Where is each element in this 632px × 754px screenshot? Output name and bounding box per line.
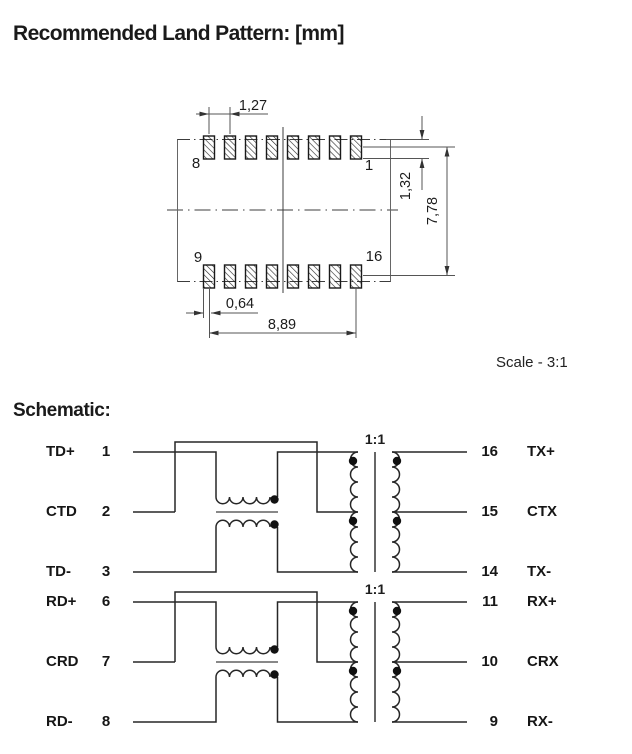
row-width-dimension-text: 8,89 (267, 317, 297, 333)
polarity-dot (393, 457, 401, 465)
polarity-dots (270, 607, 401, 679)
pad (267, 265, 278, 288)
pin-label: TX- (527, 563, 552, 580)
pin-number: 9 (489, 713, 498, 730)
land-pattern-title: Recommended Land Pattern: [mm] (13, 22, 344, 45)
scale-note: Scale - 3:1 (496, 354, 568, 371)
polarity-dot (393, 517, 401, 525)
land-pattern-drawing (0, 85, 632, 350)
pad16-label: 16 (365, 248, 383, 265)
pad (330, 265, 341, 288)
polarity-dots (270, 457, 401, 529)
dimension-pad-width (186, 289, 258, 338)
pad (351, 265, 362, 288)
schematic-drawing (0, 425, 632, 737)
pin-label: RX- (527, 713, 553, 730)
pin-number: 1 (101, 443, 111, 460)
pin-number: 3 (101, 563, 111, 580)
polarity-dot (349, 607, 357, 615)
polarity-dot (349, 457, 357, 465)
pad (288, 136, 299, 159)
pin-number: 16 (481, 443, 498, 460)
polarity-dot (270, 495, 278, 503)
channel-2 (133, 581, 467, 722)
pad-height-dimension-text: 1,32 (398, 171, 414, 201)
pin-number: 8 (101, 713, 111, 730)
pin-label: RD+ (46, 593, 77, 610)
polarity-dot (349, 667, 357, 675)
pad8-label: 8 (191, 155, 201, 172)
polarity-dot (270, 670, 278, 678)
choke-bottom-winding (216, 520, 270, 527)
choke-top-winding (216, 647, 270, 654)
pad (225, 265, 236, 288)
polarity-dot (393, 667, 401, 675)
rd-minus-wire (133, 677, 216, 722)
pin-number: 6 (101, 593, 111, 610)
pin-label: TX+ (527, 443, 555, 460)
td-minus-wire (133, 527, 216, 572)
pin-number: 15 (481, 503, 498, 520)
pad (225, 136, 236, 159)
pad (330, 136, 341, 159)
pin-label: RX+ (527, 593, 557, 610)
pin-label: TD- (46, 563, 71, 580)
choke-top-winding (216, 497, 270, 504)
pin-number: 14 (481, 563, 498, 580)
turns-ratio-label: 1:1 (364, 581, 386, 597)
polarity-dot (270, 645, 278, 653)
construction-lines (167, 127, 398, 293)
pad (246, 136, 257, 159)
schematic-title: Schematic: (13, 400, 111, 421)
pin-label: RD- (46, 713, 73, 730)
pad (288, 265, 299, 288)
pitch-dimension-text: 1,27 (238, 98, 268, 114)
pin-number: 2 (101, 503, 111, 520)
pad (204, 136, 215, 159)
choke-bottom-out-wire (278, 677, 359, 722)
pin-label: CTD (46, 503, 77, 520)
pad (246, 265, 257, 288)
pad (267, 136, 278, 159)
choke-bottom-out-wire (278, 527, 359, 572)
pad1-label: 1 (364, 157, 374, 174)
polarity-dot (349, 517, 357, 525)
pin-label: CRD (46, 653, 79, 670)
choke-bottom-winding (216, 670, 270, 677)
pad (204, 265, 215, 288)
channel-1 (133, 431, 467, 572)
pad-width-dimension-text: 0,64 (225, 296, 255, 312)
dimension-pitch (196, 98, 268, 134)
pin-number: 10 (481, 653, 498, 670)
pin-label: TD+ (46, 443, 75, 460)
row-span-dimension-text: 7,78 (425, 196, 441, 226)
polarity-dot (270, 520, 278, 528)
pin-number: 7 (101, 653, 111, 670)
pad (309, 136, 320, 159)
pad (309, 265, 320, 288)
polarity-dot (393, 607, 401, 615)
pad (351, 136, 362, 159)
turns-ratio-label: 1:1 (364, 431, 386, 447)
pin-label: CTX (527, 503, 557, 520)
pin-number: 11 (482, 593, 498, 610)
pad9-label: 9 (193, 249, 203, 266)
pin-label: CRX (527, 653, 559, 670)
